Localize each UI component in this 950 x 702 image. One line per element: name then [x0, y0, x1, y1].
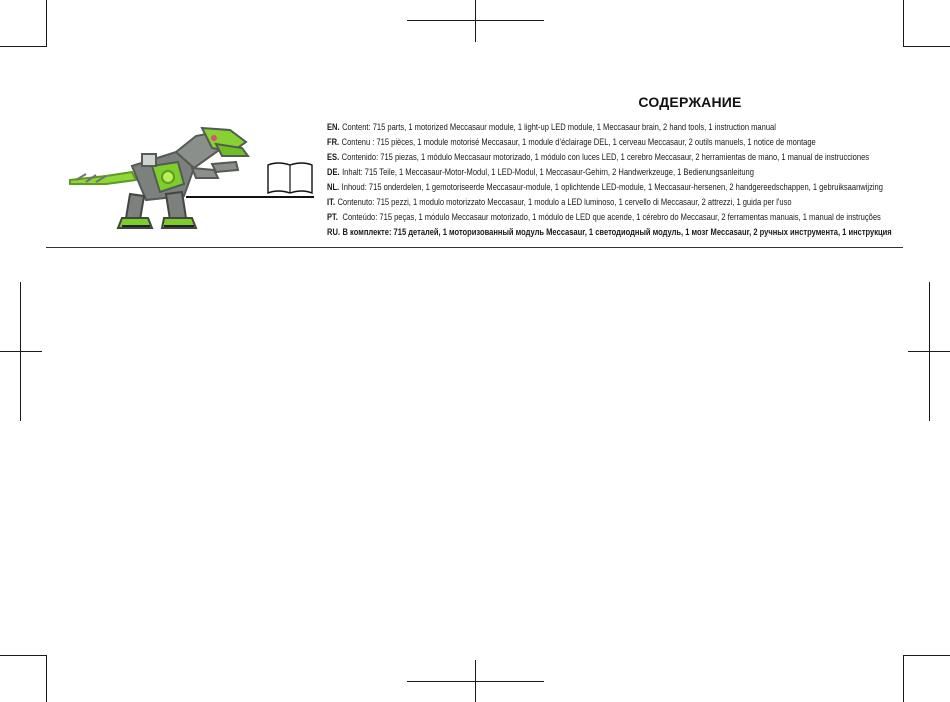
pointer-line: [186, 196, 314, 198]
contents-line-es: ES. Contenido: 715 piezas, 1 módulo Meccasaur motorizado, 1 módulo con luces LED, 1 cerebro Meccasaur, 2 herramientas de mano, 1 manual de instrucciones: [327, 152, 870, 162]
contents-line-fr: FR. Contenu : 715 pièces, 1 module motorisé Meccasaur, 1 module d’éclairage DEL, 1 cerveau Meccasaur, 2 outils manuels, 1 notice de montage: [327, 137, 816, 147]
tail: [70, 172, 136, 184]
contents-list: [327, 120, 892, 240]
contents-line-de: DE. Inhalt: 715 Teile, 1 Meccasaur-Motor-Modul, 1 LED-Modul, 1 Meccasaur-Gehirn, 2 Handwerkzeuge, 1 Bedienungsanleitung: [327, 167, 754, 177]
book-icon: [266, 159, 314, 195]
section-heading: СОДЕРЖАНИЕ: [638, 94, 742, 110]
neck-and-head: [176, 128, 248, 168]
contents-line-ru: RU. В комплекте: 715 деталей, 1 моторизованный модуль Meccasaur, 1 светодиодный модуль, 1 мозг Meccasaur, 2 ручных инструмента, 1 инструкция: [327, 227, 892, 237]
contents-line-en: EN. Content: 715 parts, 1 motorized Meccasaur module, 1 light-up LED module, 1 Meccasaur brain, 2 hand tools, 1 instruction manual: [327, 122, 776, 132]
contents-line-pt: PT. Conteúdo: 715 peças, 1 módulo Meccasaur motorizado, 1 módulo de LED que acende, 1 cérebro do Meccasaur, 2 ferramentas manuais, 1 manual de instruções: [327, 212, 881, 222]
divider-rule: [46, 247, 903, 248]
contents-line-nl: NL. Inhoud: 715 onderdelen, 1 gemotoriseerde Meccasaur-module, 1 oplichtende LED-module, 1 Meccasaur-hersenen, 2 handgereedschappen, 1 gebruiksaanwijzing: [327, 182, 883, 192]
meccasaur-illustration: [66, 122, 266, 242]
contents-line-it: IT. Contenuto: 715 pezzi, 1 modulo motorizzato Meccasaur, 1 modulo a LED luminoso, 1 cervello di Meccasaur, 2 attrezzi, 1 guida per l'uso: [327, 197, 792, 207]
